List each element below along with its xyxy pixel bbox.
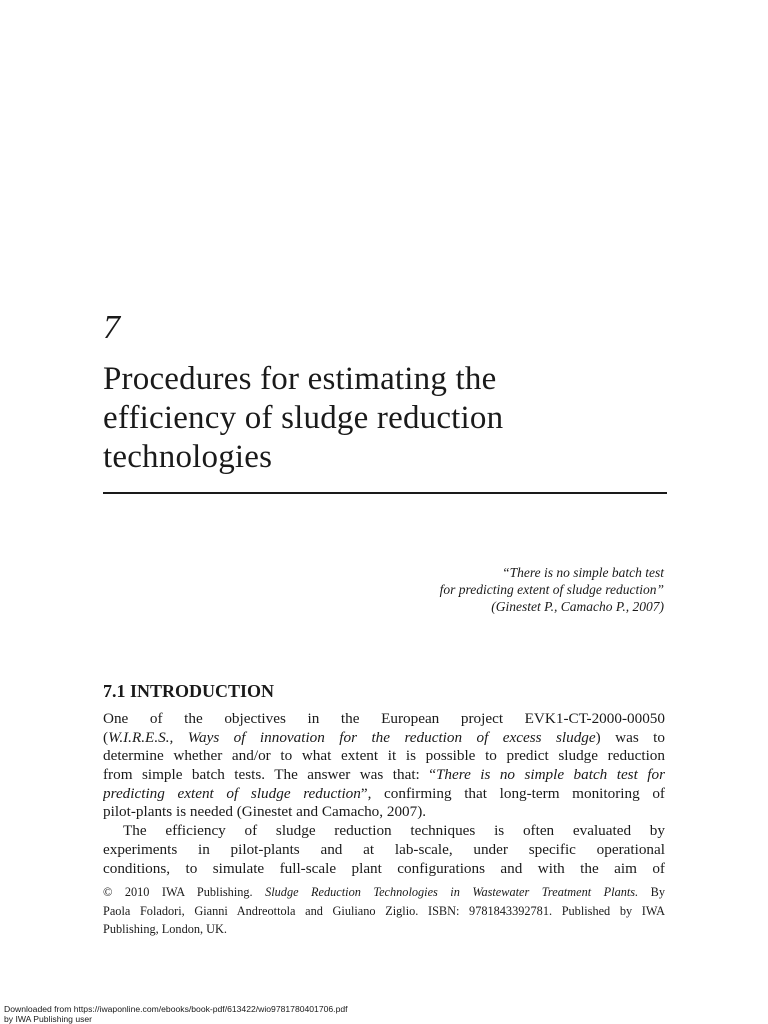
- footnote-line: Publishing, London, UK.: [103, 922, 228, 937]
- footnote-line: © 2010 IWA Publishing. Sludge Reduction Technologies in Wastewater Treatment Plants. By: [103, 885, 665, 899]
- chapter-title-line: Procedures for estimating the: [103, 361, 497, 397]
- chapter-title: [103, 360, 703, 477]
- body-line: (W.I.R.E.S., Ways of innovation for the reduction of excess sludge) was to: [103, 728, 665, 746]
- body-line: predicting extent of sludge reduction”, confirming that long-term monitoring of: [103, 784, 665, 802]
- chapter-title-line: efficiency of sludge reduction: [103, 400, 504, 436]
- epigraph-quote: [264, 564, 664, 615]
- footnote-line: Paola Foladori, Gianni Andreottola and Giuliano Ziglio. ISBN: 9781843392781. Published by IWA: [103, 903, 665, 918]
- body-line: from simple batch tests. The answer was that: “There is no simple batch test for: [103, 766, 665, 784]
- chapter-number: 7: [103, 309, 120, 346]
- copyright-footnote: [103, 884, 665, 940]
- body-line: determine whether and/or to what extent it is possible to predict sludge reduction: [103, 747, 665, 765]
- body-line: pilot-plants is needed (Ginestet and Camacho, 2007).: [103, 803, 427, 821]
- section-heading: 7.1 INTRODUCTION: [103, 681, 275, 701]
- epigraph-attribution: (Ginestet P., Camacho P., 2007): [491, 599, 664, 614]
- introduction-body: [103, 710, 665, 878]
- title-divider: [103, 492, 667, 494]
- chapter-title-line: technologies: [103, 439, 273, 475]
- download-watermark: [4, 1005, 348, 1024]
- body-line: The efficiency of sludge reduction techniques is often evaluated by: [123, 822, 665, 840]
- body-line: experiments in pilot-plants and at lab-scale, under specific operational: [103, 840, 665, 858]
- download-user-line: by IWA Publishing user: [4, 1013, 93, 1024]
- body-line: One of the objectives in the European project EVK1-CT-2000-00050: [103, 710, 665, 727]
- body-line: conditions, to simulate full-scale plant configurations and with the aim of: [103, 859, 665, 877]
- download-url-line: Downloaded from https://iwaponline.com/ebooks/book-pdf/613422/wio9781780401706.pdf: [4, 1004, 348, 1014]
- epigraph-line: for predicting extent of sludge reduction”: [439, 582, 664, 597]
- epigraph-line: “There is no simple batch test: [502, 565, 664, 580]
